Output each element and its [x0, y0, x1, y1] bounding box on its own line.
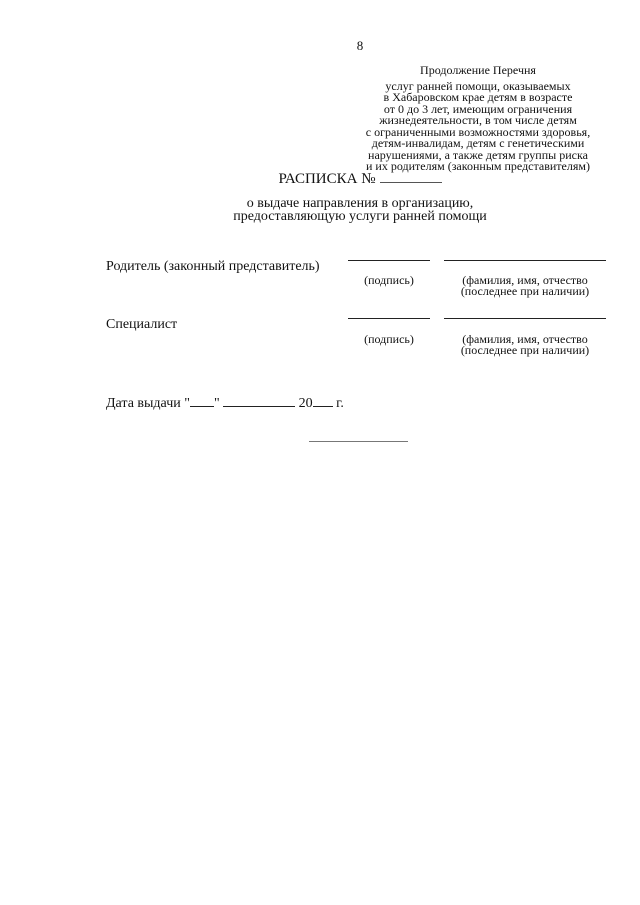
continuation-line: от 0 до 3 лет, имеющим ограничения: [383, 101, 573, 116]
subtitle-line-1: о выдаче направления в организацию,: [246, 196, 474, 211]
continuation-line: услуг ранней помощи, оказываемых: [385, 78, 571, 93]
continuation-line: и их родителям (законным представителям): [366, 159, 590, 173]
parent-signature-caption: (подпись): [364, 273, 414, 287]
continuation-header: [348, 65, 608, 173]
specialist-signature-caption: (подпись): [364, 332, 414, 346]
parent-name-caption: [444, 275, 606, 297]
continuation-line: в Хабаровском крае детям в возрасте: [383, 90, 573, 104]
parent-label: Родитель (законный представитель): [106, 259, 320, 274]
parent-name-caption-line-1: (фамилия, имя, отчество: [462, 273, 588, 287]
parent-name-blank[interactable]: [444, 260, 606, 261]
specialist-name-caption-line-2: (последнее при наличии): [460, 343, 590, 357]
document-subtitle: [0, 197, 640, 223]
parent-signature-blank[interactable]: [348, 260, 430, 261]
specialist-name-caption-line-1: (фамилия, имя, отчество: [462, 332, 588, 346]
receipt-number-blank[interactable]: [380, 170, 442, 183]
end-divider: [309, 441, 408, 442]
continuation-line: нарушениями, а также детям группы риска: [368, 147, 588, 162]
parent-name-caption-line-2: (последнее при наличии): [460, 284, 590, 298]
issue-year-suffix: г.: [336, 396, 344, 411]
document-title-text: РАСПИСКА №: [278, 171, 376, 187]
specialist-name-caption: [444, 334, 606, 356]
issue-year-prefix: 20: [298, 396, 313, 411]
page-number: 8: [356, 38, 364, 53]
document-title: [0, 170, 640, 188]
subtitle-line-2: предоставляющую услуги ранней помощи: [233, 209, 487, 224]
continuation-line: жизнедеятельности, в том числе детям: [379, 113, 577, 127]
issue-date-line: [106, 394, 344, 412]
issue-year-blank[interactable]: [313, 394, 333, 407]
issue-date-quote-close: ": [213, 396, 220, 411]
issue-date-label: Дата выдачи: [106, 396, 181, 411]
issue-day-blank[interactable]: [190, 394, 214, 407]
continuation-line: детям-инвалидам, детям с генетическими: [371, 136, 585, 150]
specialist-signature-blank[interactable]: [348, 318, 430, 319]
specialist-name-blank[interactable]: [444, 318, 606, 319]
continuation-line: с ограниченными возможностями здоровья,: [365, 124, 591, 139]
specialist-label: Специалист: [106, 317, 178, 332]
issue-month-blank[interactable]: [223, 394, 295, 407]
continuation-heading: Продолжение Перечня: [420, 63, 536, 77]
issue-date-quote-open: ": [184, 396, 190, 411]
